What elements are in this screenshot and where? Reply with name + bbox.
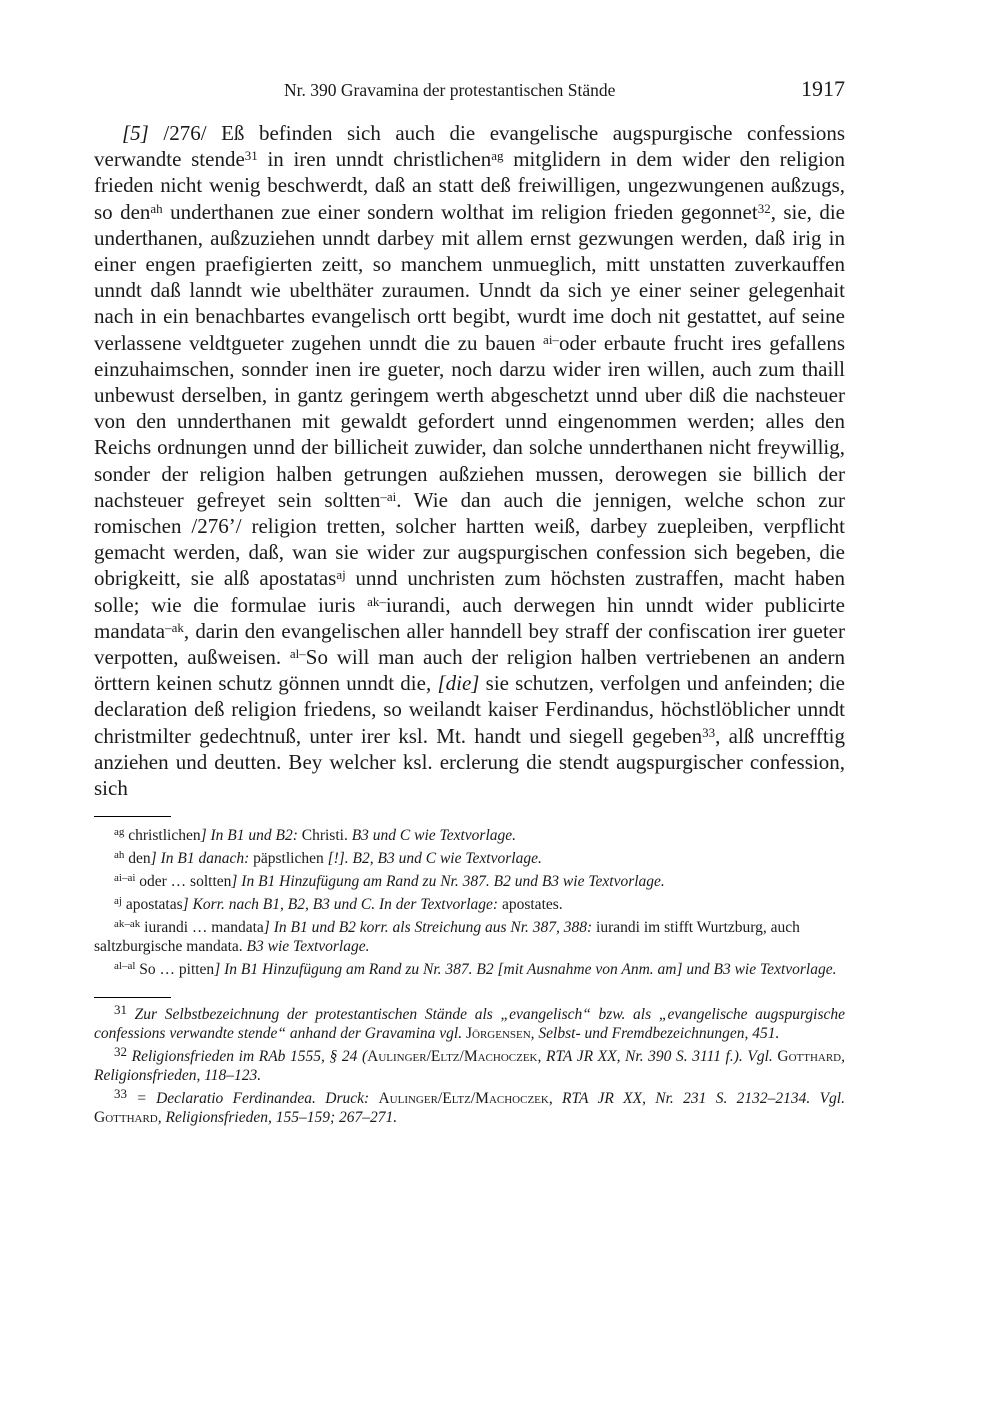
footnote-text: , Religionsfrieden, 155–159; 267–271.: [157, 1109, 398, 1127]
apparatus-note: [94, 960, 845, 979]
page: [94, 76, 845, 1131]
apparatus-note: [94, 849, 845, 868]
footnote-divider: [94, 997, 171, 998]
author-name: Aulinger/Eltz/Machoczek: [378, 1090, 549, 1108]
note-text: ] In B1 Hinzufügung am Rand zu Nr. 387. B2 und B3 wie Textvorlage.: [231, 873, 665, 891]
footnote-text: Religionsfrieden im RAb 1555, § 24 (: [127, 1048, 368, 1066]
lemma: den: [124, 850, 151, 868]
note-tail: [!]. B2, B3 und C wie Textvorlage.: [327, 850, 542, 868]
main-paragraph: [94, 120, 845, 801]
footnote-32: [94, 1044, 845, 1085]
editorial-insertion: [die]: [437, 671, 480, 696]
text-run: underthanen zue einer sondern wolthat im religion frieden gegonnet: [162, 199, 758, 224]
apparatus-note: [94, 826, 845, 845]
apparatus-mark: aj: [114, 895, 122, 908]
text-run: iurandi, auch derwegen hin unndt wider publicirte mandata: [94, 592, 846, 643]
apparatus-ref-ag: ag: [491, 148, 504, 164]
apparatus-ref-al-open: al–: [289, 646, 306, 662]
page-number: 1917: [801, 76, 845, 101]
apparatus-ref-ak-open: ak–: [367, 593, 386, 609]
reading: Christi.: [301, 827, 352, 845]
apparatus-ref-ah: ah: [150, 200, 163, 216]
footnotes: [94, 1002, 845, 1127]
footnote-text: , RTA JR XX, Nr. 390 S. 3111 f.). Vgl.: [537, 1048, 778, 1066]
author-name: Gotthard: [777, 1048, 842, 1066]
text-apparatus: [94, 826, 845, 979]
lemma: oder … soltten: [135, 873, 232, 891]
footnote-text: , Selbst- und Fremdbezeichnungen, 451.: [530, 1025, 780, 1043]
lemma: apostatas: [121, 896, 183, 914]
apparatus-divider: [94, 816, 171, 817]
note-text: ] In B1 und B2:: [200, 827, 302, 845]
running-title: Nr. 390 Gravamina der protestantischen Stände: [284, 80, 616, 100]
section-bracket: [5]: [122, 121, 149, 145]
footnote-33: [94, 1086, 845, 1127]
footnote-text: Zur Selbstbezeichnung der protestantischen Stände als „evangelisch“ bzw. als „evangelische augspurgische confessions verwandte stende“ anhand der Gravamina vgl.: [94, 1006, 845, 1043]
text-run: mitglidern in dem wider den religion frieden nicht wenig beschwerdt, daß an statt deß freiwilligen, ungezwungenen außzugs, so den: [94, 147, 845, 224]
apparatus-ref-aj: aj: [336, 567, 346, 583]
note-text: ] In B1 Hinzufügung am Rand zu Nr. 387. B2 [mit Ausnahme von Anm. am] und B3 wie Textvorlage.: [214, 961, 837, 979]
apparatus-ref-ak-close: –ak: [165, 619, 184, 635]
footnote-31: [94, 1002, 845, 1043]
apparatus-mark: al–al: [114, 960, 136, 973]
footnote-text: , RTA JR XX, Nr. 231 S. 2132–2134. Vgl.: [548, 1090, 845, 1108]
text-run: sie schutzen, verfolgen und anfeinden; die declaration deß religion friedens, so weilandt kaiser Ferdinandus, höchstlöblicher unndt christmilter gedechtnuß, unter irer ksl. Mt. handt und siegell gegeben: [94, 671, 845, 748]
apparatus-mark: ak–ak: [114, 918, 141, 931]
running-head: [94, 76, 845, 106]
apparatus-mark: ag: [114, 826, 125, 839]
apparatus-mark: ah: [114, 849, 125, 862]
author-name: Gotthard: [94, 1109, 158, 1127]
reading: päpstlichen: [253, 850, 328, 868]
text-run: , alß uncrefftig anziehen und deutten. Bey welcher ksl. erclerung die stendt augspurgischer confession, sich: [94, 723, 846, 801]
text-run: unnd unchristen zum höchsten zustraffen, macht haben solle; wie die formulae iuris: [94, 566, 845, 617]
apparatus-note: [94, 918, 845, 956]
footnote-text: , Religionsfrieden, 118–123.: [94, 1048, 845, 1085]
author-name: Aulinger/Eltz/Machoczek: [367, 1048, 538, 1066]
footnote-text: = Declaratio Ferdinandea. Druck:: [127, 1090, 379, 1108]
text-run: /276/ Eß befinden sich auch die evangelische augspurgische confessions verwandte stende: [94, 121, 845, 172]
footnote-ref-31: 31: [244, 148, 258, 164]
text-run: , sie, die underthanen, außzuziehen unndt darbey mit allem ernst gezwungen werden, daß irig in einer engen praefigierten zeitt, so manchem unmueglich, mitt unstatten zuverkauffen unndt daß lanndt wie ubelthäter zuraumen. Unndt da sich ye einer seiner gelegenhait nach in ein benachbartes evangelisch ortt begibt, wurdt ime doch nit gestattet, auf seine verlassene veldtgueter zugehen unndt die zu bauen: [94, 199, 845, 355]
note-text: ] Korr. nach B1, B2, B3 und C. In der Textvorlage:: [182, 896, 502, 914]
lemma: iurandi … mandata: [140, 919, 264, 937]
note-tail: B3 wie Textvorlage.: [246, 938, 370, 956]
footnote-ref-32: 32: [757, 200, 771, 216]
apparatus-ref-ai-open: ai–: [543, 331, 559, 347]
author-name: Jörgensen: [465, 1025, 531, 1043]
text-run: . Wie dan auch die jennigen, welche schon zur romischen /276’/ religion tretten, solcher hartten weiß, darbey zuepleiben, verpflicht gemacht werden, daß, wan sie wider zur augspurgischen confession sich begeben, die obrigkeitt, sie alß apostatas: [94, 487, 845, 591]
footnote-number: 32: [114, 1044, 127, 1060]
text-run: , darin den evangelischen aller hanndell bey straff der confiscation irer gueter verpotten, außweisen.: [94, 618, 845, 670]
footnote-number: 33: [114, 1086, 127, 1102]
footnote-ref-33: 33: [702, 724, 716, 740]
footnote-number: 31: [114, 1002, 127, 1018]
note-tail: B3 und C wie Textvorlage.: [351, 827, 517, 845]
apparatus-note: [94, 872, 845, 891]
lemma: So … pitten: [135, 961, 215, 979]
text-run: oder erbaute frucht ires gefallens einzuhaimschen, sonnder inen ire gueter, noch darzu wider iren willen, auch zum thaill unbewust derselben, in gantz geringem werth abgeschetzt unnd uber diß die nachsteuer von den unnderthanen mit gewaldt gefordert unnd eingenommen werden; alles den Reichs ordnungen unnd der billicheit zuwider, dan solche unnderthanen nicht freywillig, sonder der religion halben getrungen außziehen mussen, derowegen sie billich der nachsteuer gefreyet sein soltten: [94, 330, 845, 512]
note-text: ] In B1 danach:: [150, 850, 254, 868]
apparatus-mark: ai–ai: [114, 872, 136, 885]
text-run: in iren unndt christlichen: [257, 147, 492, 172]
text-run: So will man auch der religion halben vertriebenen an andern örttern keinen schutz gönnen unndt die,: [94, 645, 845, 696]
note-text: ] In B1 und B2 korr. als Streichung aus Nr. 387, 388:: [263, 919, 597, 937]
apparatus-note: [94, 895, 845, 914]
lemma: christlichen: [124, 827, 201, 845]
reading: iurandi im stifft Wurtzburg, auch saltzburgische mandata.: [94, 919, 800, 956]
reading: apostates.: [501, 896, 563, 914]
apparatus-ref-ai-close: –ai: [380, 488, 397, 504]
